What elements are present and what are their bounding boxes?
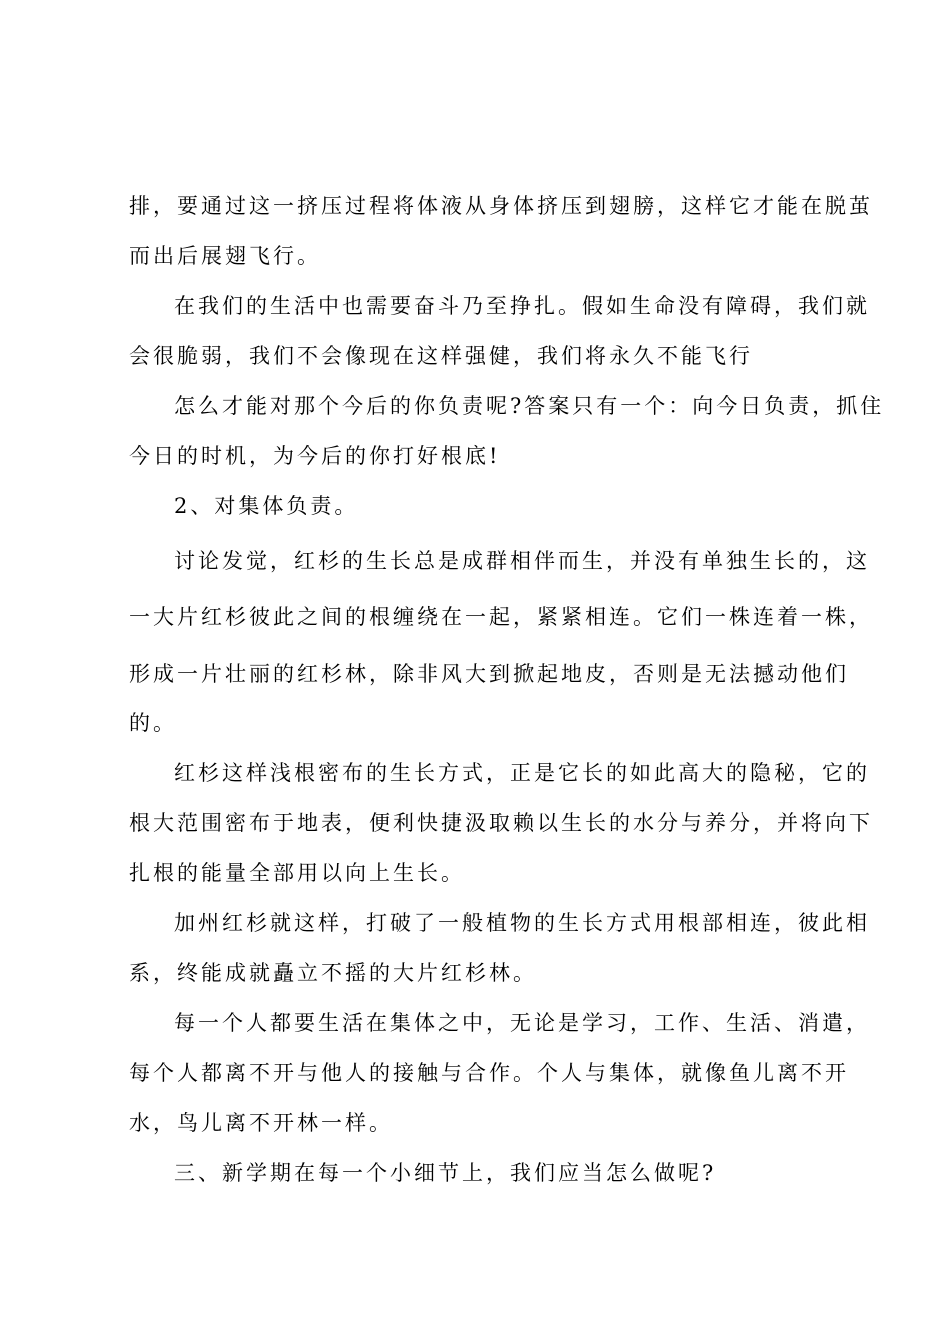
text-line-13: 根大范围密布于地表，便利快捷汲取赖以生长的水分与养分，并将向下 (129, 811, 873, 835)
text-line-20: 三、新学期在每一个小细节上，我们应当怎么做呢? (174, 1161, 717, 1185)
text-line-15: 加州红杉就这样，打破了一般植物的生长方式用根部相连，彼此相 (174, 911, 870, 935)
text-line-9: 一大片红杉彼此之间的根缠绕在一起，紧紧相连。它们一株连着一株， (129, 605, 873, 629)
text-line-10: 形成一片壮丽的红杉林，除非风大到掀起地皮，否则是无法撼动他们 (129, 662, 849, 686)
text-line-1: 排，要通过这一挤压过程将体液从身体挤压到翅膀，这样它才能在脱茧 (129, 194, 873, 218)
text-line-16: 系，终能成就矗立不摇的大片红杉林。 (129, 961, 537, 985)
text-line-6: 今日的时机，为今后的你打好根底! (129, 444, 501, 468)
text-line-17: 每一个人都要生活在集体之中，无论是学习，工作、生活、消遣， (174, 1011, 870, 1035)
text-line-8: 讨论发觉，红杉的生长总是成群相伴而生，并没有单独生长的，这 (174, 549, 870, 573)
text-line-18: 每个人都离不开与他人的接触与合作。个人与集体，就像鱼儿离不开 (129, 1061, 849, 1085)
text-line-14: 扎根的能量全部用以向上生长。 (129, 861, 465, 885)
text-line-4: 会很脆弱，我们不会像现在这样强健，我们将永久不能飞行 (129, 344, 753, 368)
text-line-3: 在我们的生活中也需要奋斗乃至挣扎。假如生命没有障碍，我们就 (174, 294, 870, 318)
text-line-12: 红杉这样浅根密布的生长方式，正是它长的如此高大的隐秘，它的 (174, 761, 870, 785)
text-line-7: 2、对集体负责。 (174, 494, 359, 518)
text-line-2: 而出后展翅飞行。 (129, 244, 321, 268)
text-line-19: 水，鸟儿离不开林一样。 (129, 1111, 393, 1135)
text-line-11: 的。 (129, 711, 177, 735)
text-line-5: 怎么才能对那个今后的你负责呢?答案只有一个：向今日负责，抓住 (174, 394, 885, 418)
